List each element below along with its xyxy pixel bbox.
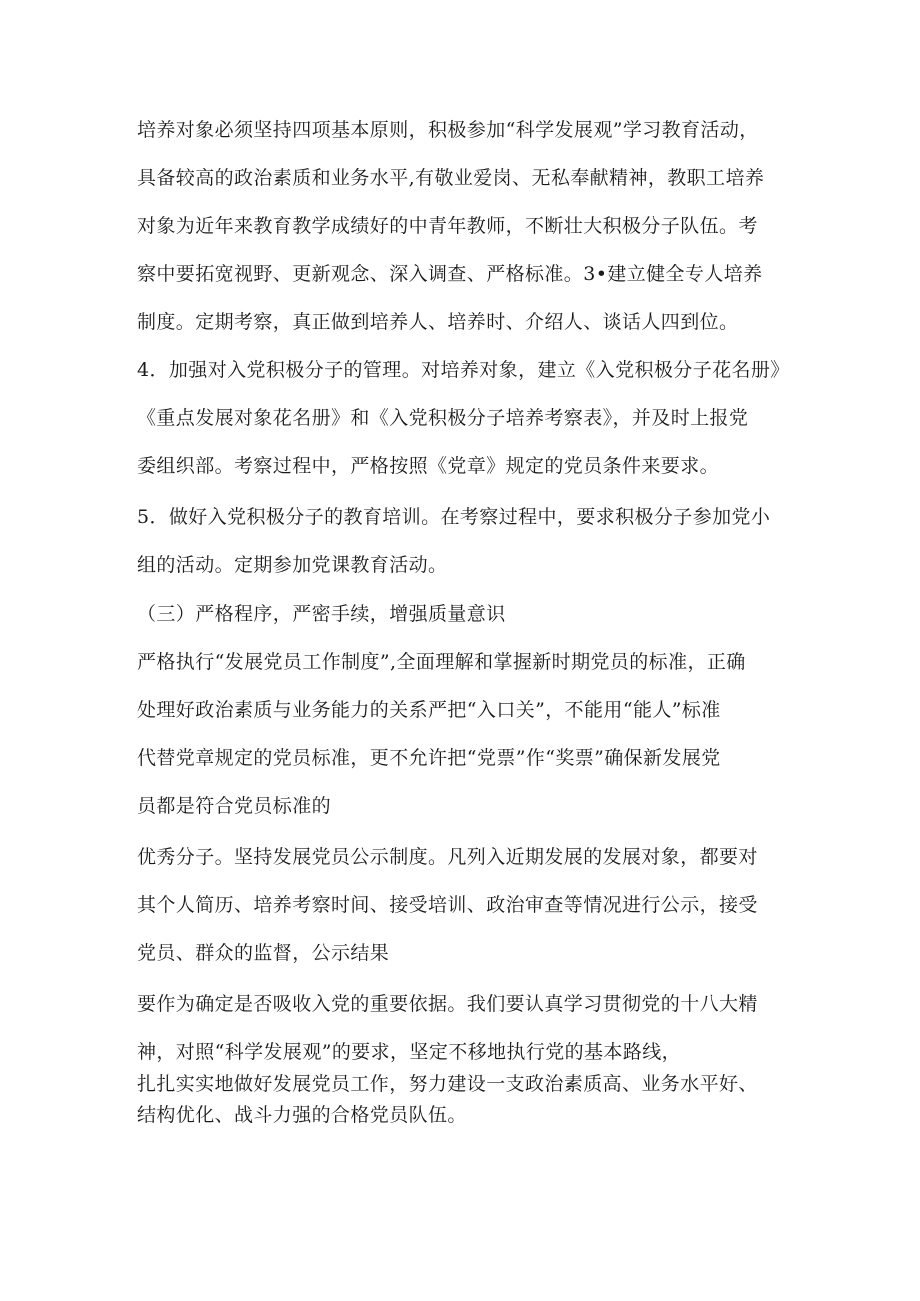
- paragraph-line: 神，对照“科学发展观”的要求，坚定不移地执行党的基本路线，: [137, 1041, 682, 1063]
- paragraph-line: 《重点发展对象花名册》和《入党积极分子培养考察表》，并及时上报党: [137, 407, 749, 429]
- paragraph-line: 优秀分子。坚持发展党员公示制度。凡列入近期发展的发展对象，都要对: [137, 846, 758, 868]
- paragraph-line: 扎扎实实地做好发展党员工作，努力建设一支政治素质高、业务水平好、: [137, 1073, 758, 1095]
- paragraph-line: 委组织部。考察过程中，严格按照《党章》规定的党员条件来要求。: [137, 455, 720, 477]
- section-heading: （三）严格程序，严密手续，增强质量意识: [137, 603, 506, 625]
- paragraph-line: 其个人简历、培养考察时间、接受培训、政治审查等情况进行公示，接受: [137, 894, 758, 916]
- paragraph-line: 制度。定期考察，真正做到培养人、培养时、介绍人、谈话人四到位。: [137, 311, 739, 333]
- paragraph-line: 要作为确定是否吸收入党的重要依据。我们要认真学习贯彻党的十八大精: [137, 993, 758, 1015]
- paragraph-line: 处理好政治素质与业务能力的关系严把“入口关”，不能用“能人”标准: [137, 699, 721, 721]
- paragraph-line: 代替党章规定的党员标准，更不允许把“党票”作“奖票”确保新发展党: [137, 747, 721, 769]
- paragraph-line: 严格执行“发展党员工作制度”,全面理解和掌握新时期党员的标准，正确: [137, 651, 746, 673]
- paragraph-line: 培养对象必须坚持四项基本原则，积极参加“科学发展观”学习教育活动，: [137, 119, 759, 141]
- paragraph-line: 员都是符合党员标准的: [137, 795, 332, 817]
- paragraph-line: 党员、群众的监督，公示结果: [137, 942, 390, 964]
- paragraph-line: 察中要拓宽视野、更新观念、深入调查、严格标准。3•建立健全专人培养: [137, 263, 763, 285]
- paragraph-line: 对象为近年来教育教学成绩好的中青年教师，不断壮大积极分子队伍。考: [137, 215, 758, 237]
- paragraph-line: 结构优化、战斗力强的合格党员队伍。: [137, 1104, 467, 1126]
- paragraph-line: 5．做好入党积极分子的教育培训。在考察过程中，要求积极分子参加党小: [137, 506, 771, 528]
- paragraph-line: 组的活动。定期参加党课教育活动。: [137, 554, 448, 576]
- paragraph-line: 具备较高的政治素质和业务水平,有敬业爱岗、无私奉献精神，教职工培养: [137, 167, 765, 189]
- paragraph-line: 4．加强对入党积极分子的管理。对培养对象，建立《入党积极分子花名册》: [137, 359, 790, 381]
